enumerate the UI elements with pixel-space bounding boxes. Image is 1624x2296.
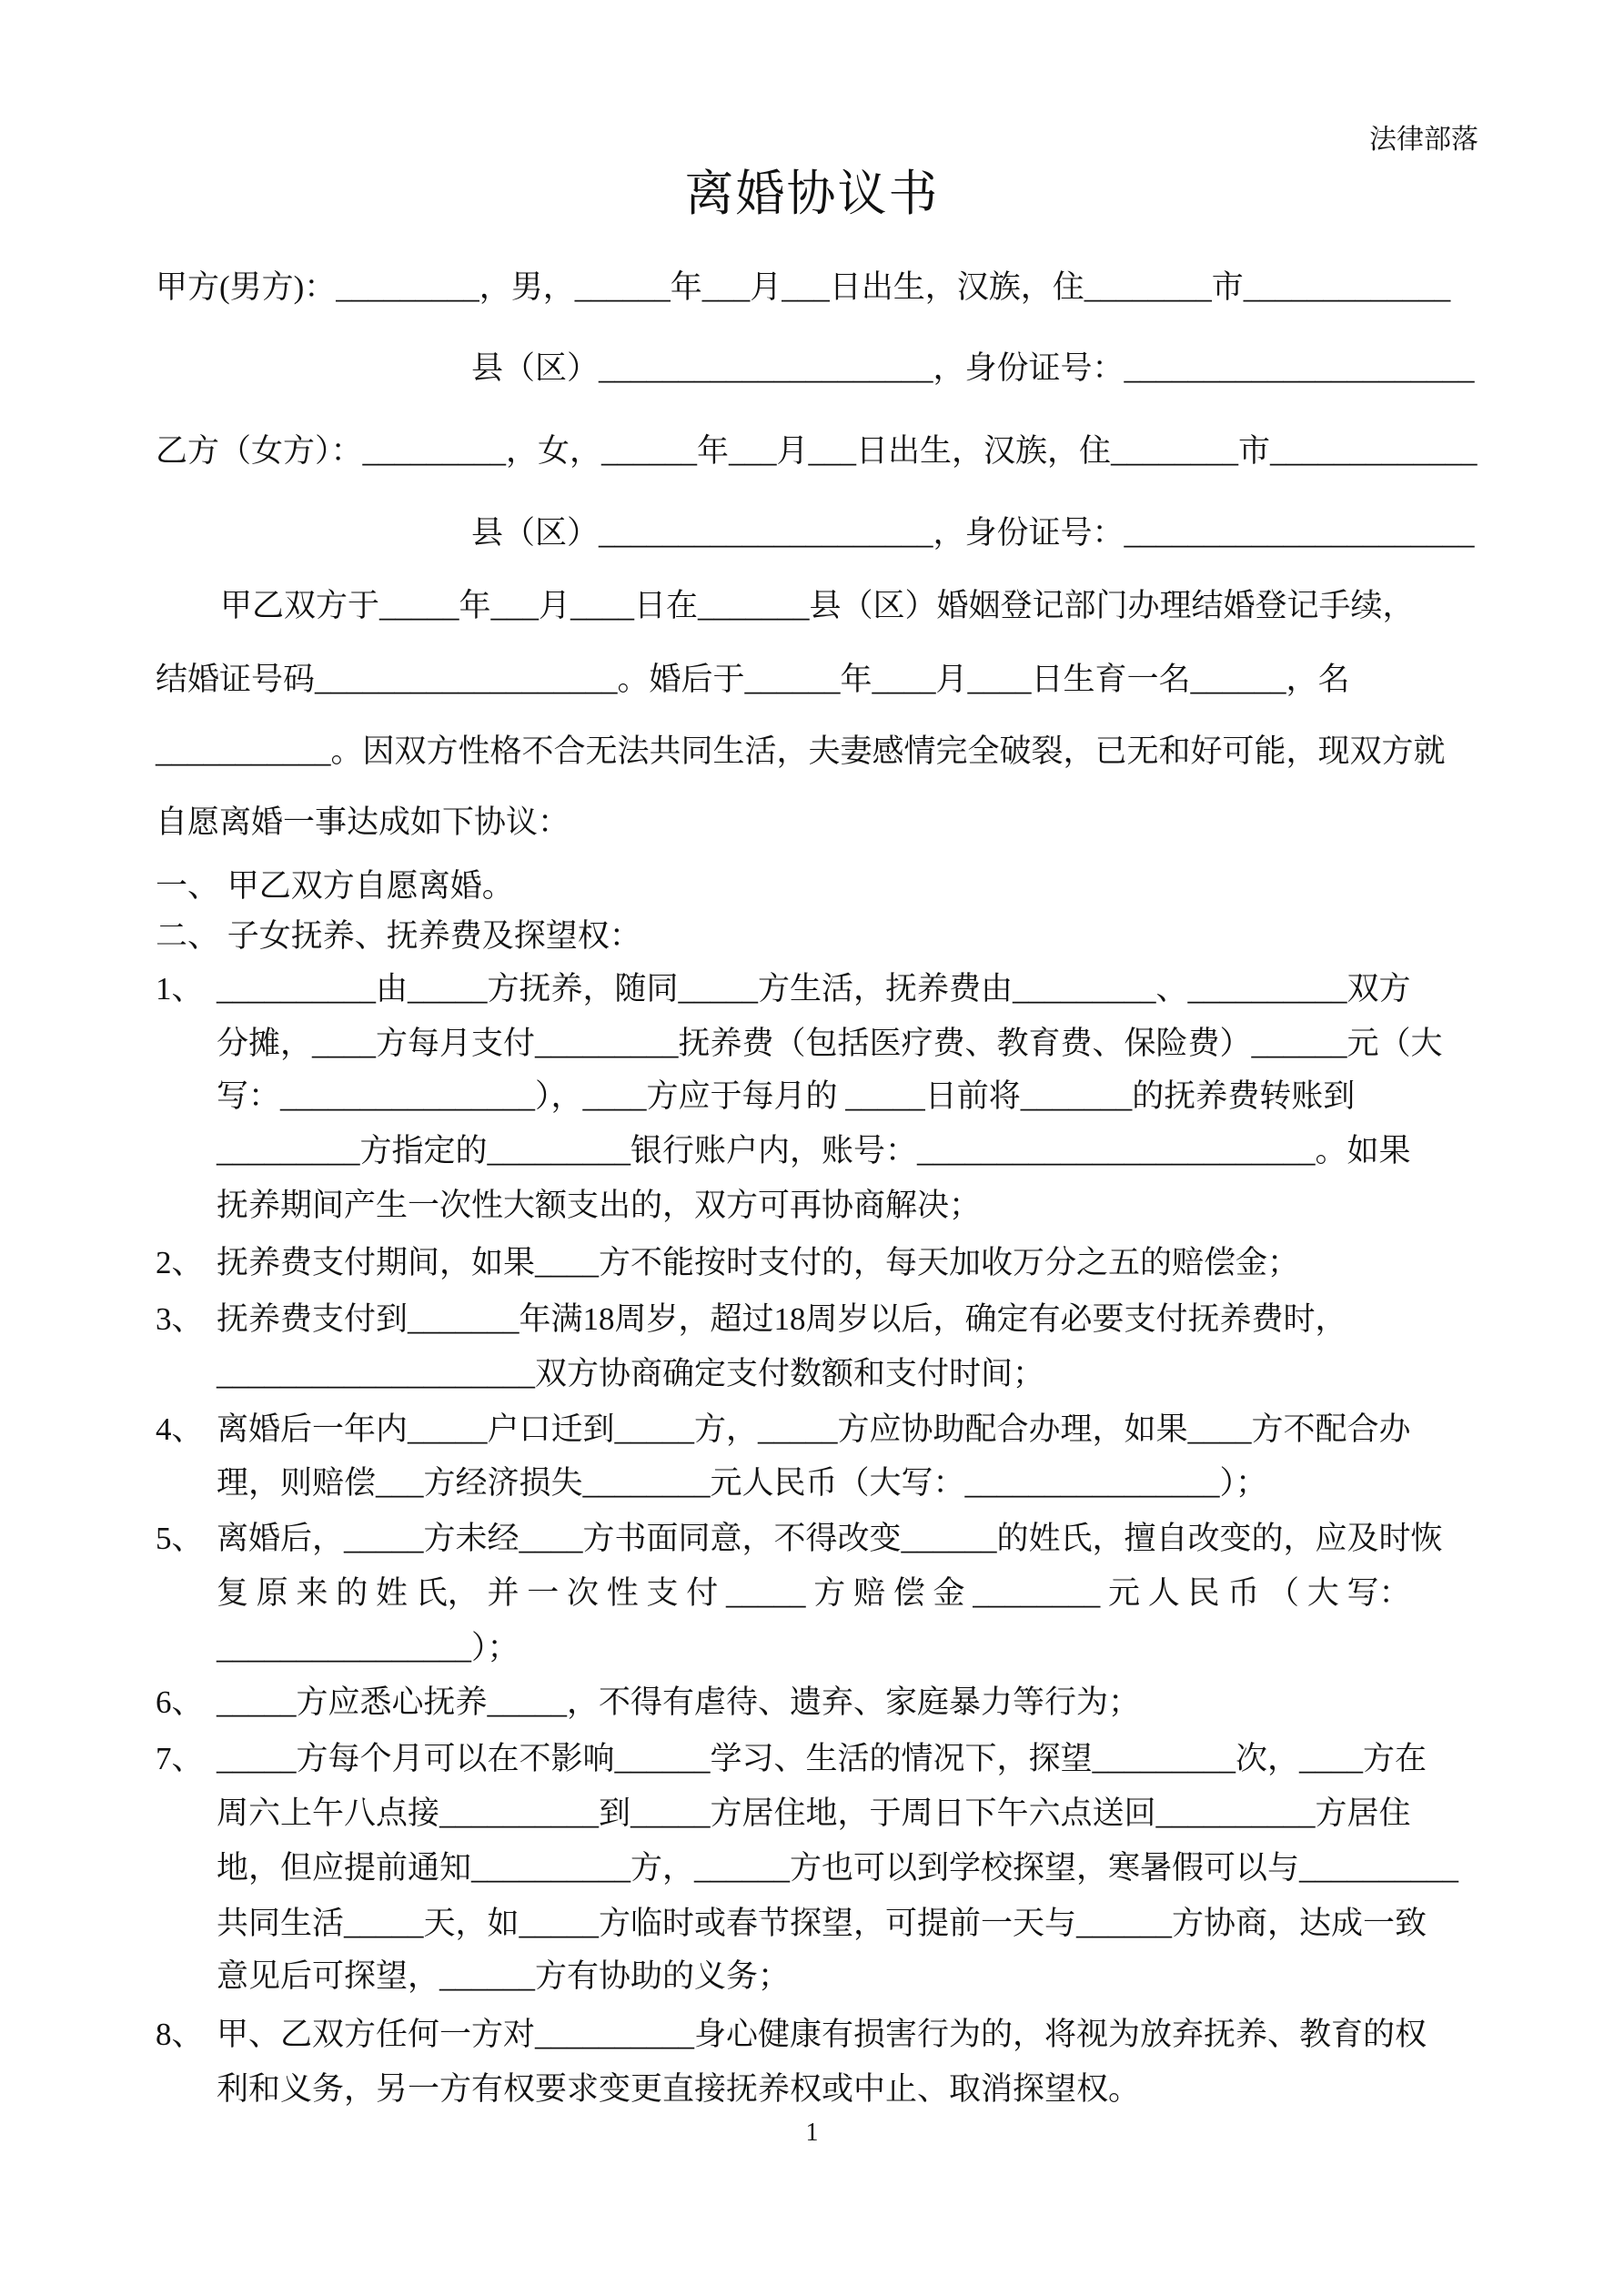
item-number: 3、 [156, 1301, 204, 1337]
item-line: 意见后可探望，______方有协助的义务； [217, 1958, 791, 1994]
item-line: ________________）； [217, 1630, 519, 1665]
item-number: 8、 [156, 2017, 204, 2052]
item-line: 共同生活_____天，如_____方临时或春节探望，可提前一天与______方协商，达成一致 [217, 1906, 1427, 1941]
item-line: 抚养期间产生一次性大额支出的，双方可再协商解决； [217, 1188, 982, 1223]
item-line: 抚养费支付期间，如果____方不能按时支付的，每天加收万分之五的赔偿金； [217, 1245, 1300, 1280]
section-heading: 二、 子女抚养、抚养费及探望权： [156, 918, 641, 954]
party-a-line: 甲方(男方)：_________，男，______年___月___日出生，汉族，住________市_____________ [156, 269, 1451, 305]
item-line: 地，但应提前通知__________方，______方也可以到学校探望，寒暑假可以与__________ [217, 1850, 1459, 1886]
item-line: _________方指定的_________银行账户内，账号：_________________________。如果 [217, 1133, 1411, 1168]
item-line: 复 原 来 的 姓 氏， 并 一 次 性 支 付 _____ 方 赔 偿 金 ________ 元 人 民 币 （ 大 写： [217, 1575, 1411, 1611]
item-line: 周六上午八点接__________到_____方居住地，于周日下午六点送回__________方居住 [217, 1795, 1411, 1831]
section-heading: 一、 甲乙双方自愿离婚。 [156, 868, 514, 904]
brand-label: 法律部落 [1369, 125, 1478, 155]
party-b-id-line: 县（区）_____________________，身份证号：______________________ [471, 515, 1475, 551]
item-line: _____方应悉心抚养_____，不得有虐待、遗弃、家庭暴力等行为； [217, 1684, 1141, 1720]
item-line: 分摊，____方每月支付_________抚养费（包括医疗费、教育费、保险费）______元（大 [217, 1026, 1443, 1061]
item-number: 4、 [156, 1411, 204, 1447]
item-line: ____________________双方协商确定支付数额和支付时间； [217, 1356, 1045, 1391]
preamble-line: 甲乙双方于_____年___月____日在_______县（区）婚姻登记部门办理结婚登记手续， [220, 588, 1415, 623]
document-title: 离婚协议书 [684, 167, 940, 221]
party-b-line: 乙方（女方）：_________，女，______年___月___日出生，汉族，住________市_____________ [156, 433, 1478, 469]
page-number: 1 [805, 2119, 819, 2147]
item-line: 理，则赔偿___方经济损失________元人民币（大写：________________）； [217, 1465, 1268, 1501]
preamble-line: 结婚证号码___________________。婚后于______年____月____日生育一名______，名 [156, 662, 1350, 697]
item-number: 1、 [156, 971, 204, 1006]
item-line: 离婚后，_____方未经____方书面同意，不得改变______的姓氏，擅自改变的，应及时恢 [217, 1521, 1443, 1556]
item-number: 5、 [156, 1521, 204, 1556]
item-number: 6、 [156, 1684, 204, 1720]
party-a-id-line: 县（区）_____________________，身份证号：______________________ [471, 350, 1475, 386]
item-line: 甲、乙双方任何一方对__________身心健康有损害行为的，将视为放弃抚养、教育的权 [217, 2017, 1427, 2052]
item-line: _____方每个月可以在不影响______学习、生活的情况下，探望_________次，____方在 [217, 1741, 1427, 1776]
item-line: 抚养费支付到_______年满18周岁，超过18周岁以后，确定有必要支付抚养费时， [217, 1301, 1347, 1337]
item-line: 利和义务，另一方有权要求变更直接抚养权或中止、取消探望权。 [217, 2071, 1141, 2107]
item-line: __________由_____方抚养，随同_____方生活，抚养费由_________、__________双方 [217, 971, 1411, 1006]
item-number: 2、 [156, 1245, 204, 1280]
item-number: 7、 [156, 1741, 204, 1776]
item-line: 写：________________），____方应于每月的 _____日前将_______的抚养费转账到 [217, 1078, 1356, 1114]
preamble-line: 自愿离婚一事达成如下协议： [156, 804, 570, 840]
preamble-line: ___________。因双方性格不合无法共同生活，夫妻感情完全破裂，已无和好可能，现双方就 [156, 733, 1446, 769]
item-line: 离婚后一年内_____户口迁到_____方，_____方应协助配合办理，如果____方不配合办 [217, 1411, 1411, 1447]
